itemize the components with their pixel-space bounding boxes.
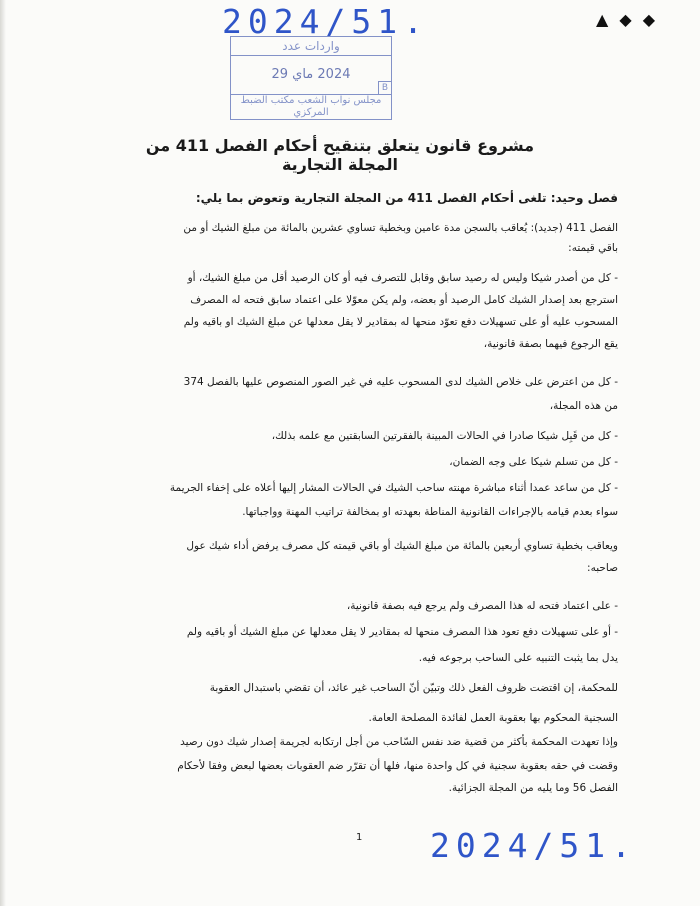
bullet4: - كل من تسلم شيكا على وجه الضمان،: [449, 456, 618, 468]
registration-number-bottom: 2024/51.: [430, 826, 637, 865]
para3-line-2: السجنية المحكوم بها بعقوبة العمل لفائدة المصلحة العامة.: [368, 712, 618, 724]
page-number: 1: [356, 832, 363, 843]
para4-line-3: الفصل 56 وما يليه من المجلة الجزائية.: [448, 782, 618, 794]
stamp-date: 2024 ماي 29: [231, 56, 391, 95]
bullet2-line-2: من هذه المجلة،: [549, 400, 618, 412]
para2-line-2: صاحبه:: [587, 562, 618, 574]
bullet5-line-2: سواء بعدم قيامه بالإجراءات القانونية المناطة بعهدته او بمخالفة تراتيب المهنة وواجباتها.: [242, 506, 618, 518]
section-heading: فصل وحيد: تلغى أحكام الفصل 411 من المجلة التجارية وتعوض بما يلي:: [195, 191, 618, 205]
para2-line-1: ويعاقب بخطية تساوي أربعين بالمائة من مبلغ الشيك أو باقي قيمته كل مصرف يرفض أداء شيك عول: [186, 540, 618, 552]
stamp-office: مجلس نواب الشعب مكتب الضبط المركزي: [240, 95, 382, 118]
corner-marks: ▲ ◆ ◆: [596, 10, 659, 29]
registration-number-top: 2024/51.: [222, 2, 429, 41]
document-title: مشروع قانون يتعلق بتنقيح أحكام الفصل 411 من المجلة التجارية: [145, 136, 535, 174]
bullet6: - على اعتماد فتحه له هذا المصرف ولم يرجع فيه بصفة قانونية،: [346, 600, 618, 612]
bullet7-line-2: يدل بما يثبت التنبيه على الساحب برجوعه فيه.: [418, 652, 618, 664]
bullet2-line-1: - كل من اعترض على خلاص الشيك لدى المسحوب عليه في غير الصور المنصوص عليها بالفصل 374: [183, 376, 618, 388]
bullet1-line-2: استرجع بعد إصدار الشيك كامل الرصيد أو بعضه، ولم يكن معوّلا على اعتماد سابق فتحه له المصرف: [190, 294, 618, 306]
bullet5-line-1: - كل من ساعد عمدا أثناء مباشرة مهنته ساحب الشيك في الحالات المشار إليها أعلاه على إخفاء الجريمة: [169, 482, 618, 494]
article-line-1: الفصل 411 (جديد): يُعاقب بالسجن مدة عامين وبخطية تساوي عشرين بالمائة من مبلغ الشيك أو من: [183, 222, 618, 234]
reception-stamp: [230, 36, 392, 120]
bullet1-line-3: المسحوب عليه أو على تسهيلات دفع تعوّد منحها له بمقادير لا يقل معدلها عن مبلغ الشيك او باقيه ولم: [183, 316, 618, 328]
stamp-side-letter: B: [378, 81, 392, 95]
article-line-2: باقي قيمته:: [568, 242, 618, 254]
bullet3: - كل من قَبِل شيكا صادرا في الحالات المبينة بالفقرتين السابقتين مع علمه بذلك،: [271, 430, 618, 442]
bullet7-line-1: - أو على تسهيلات دفع تعود هذا المصرف منحها له بمقادير لا يقل معدلها عن مبلغ الشيك أو باقيه ولم: [186, 626, 618, 638]
page-edge-shadow: [0, 0, 6, 906]
stamp-label: واردات عدد: [231, 37, 391, 56]
para4-line-2: وقضت في حقه بعقوبة سجنية في كل واحدة منها، فلها أن تقرّر ضم العقوبات بعضها لبعض وفقا لأحكام: [177, 760, 618, 772]
bullet1-line-4: يقع الرجوع فيهما بصفة قانونية،: [483, 338, 618, 350]
bullet1-line-1: - كل من أصدر شيكا وليس له رصيد سابق وقابل للتصرف فيه أو كان الرصيد أقل من مبلغ الشيك، أو: [187, 272, 618, 284]
para3-line-1: للمحكمة، إن اقتضت ظروف الفعل ذلك وتبيّن أنّ الساحب غير عائد، أن تقضي باستبدال العقوبة: [209, 682, 618, 694]
para4-line-1: وإذا تعهدت المحكمة بأكثر من قضية ضد نفس السّاحب من أجل ارتكابه لجريمة إصدار شيك دون رصيد: [180, 736, 618, 748]
